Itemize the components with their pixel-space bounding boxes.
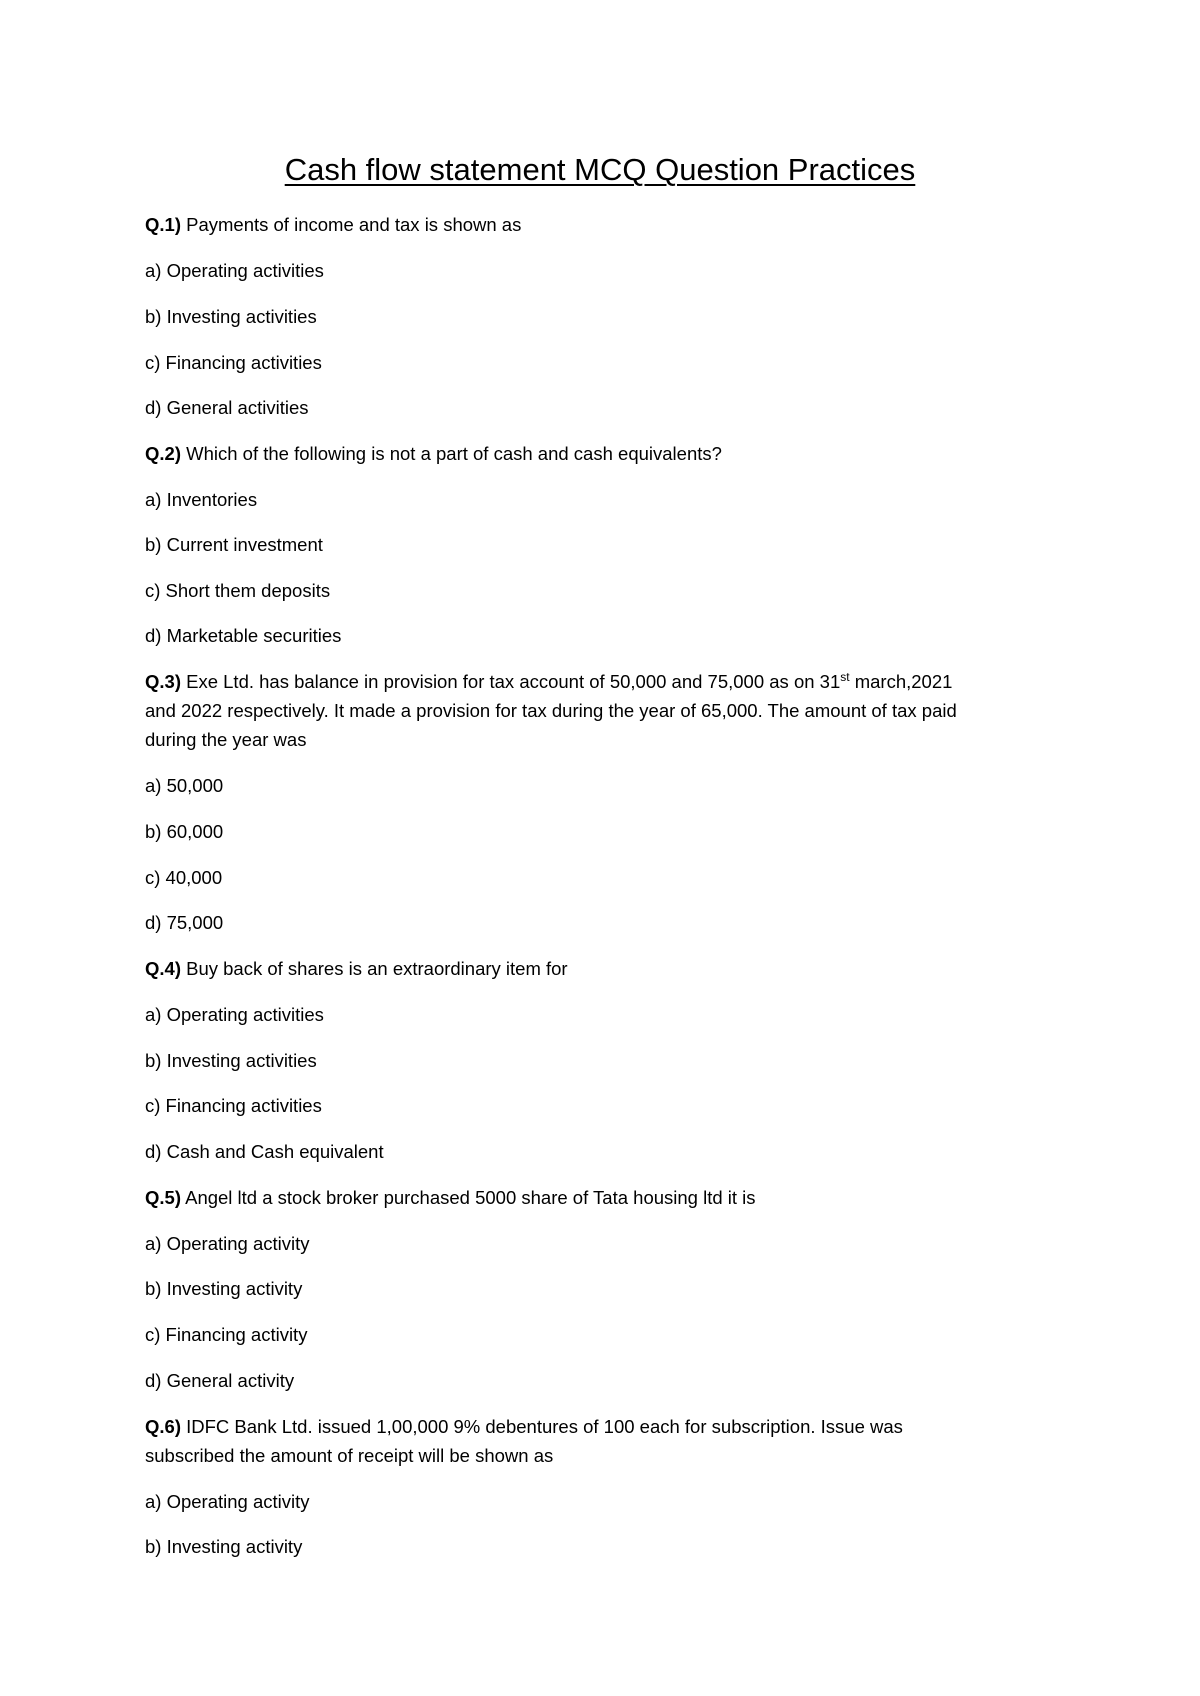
question-text-end: march,2021 (849, 671, 953, 692)
question-6 (145, 1413, 903, 1441)
q1-option-b: b) Investing activities (145, 306, 317, 327)
q5-option-a: a) Operating activity (145, 1233, 310, 1254)
q4-option-d: d) Cash and Cash equivalent (145, 1141, 384, 1162)
question-text: Payments of income and tax is shown as (180, 214, 522, 235)
question-label: Q.5) (145, 1187, 181, 1208)
question-text: Angel ltd a stock broker purchased 5000 share of Tata housing ltd it is (180, 1187, 756, 1208)
question-1 (145, 211, 521, 239)
q1-option-d: d) General activities (145, 397, 309, 418)
q5-option-b: b) Investing activity (145, 1278, 303, 1299)
question-label: Q.6) (145, 1416, 181, 1437)
q2-option-c: c) Short them deposits (145, 580, 331, 601)
question-label: Q.4) (145, 958, 181, 979)
question-6-line-2: subscribed the amount of receipt will be shown as (145, 1445, 554, 1466)
q1-option-a: a) Operating activities (145, 260, 324, 281)
q6-option-b: b) Investing activity (145, 1536, 303, 1557)
question-text: Buy back of shares is an extraordinary item for (180, 958, 568, 979)
question-text: Exe Ltd. has balance in provision for tax account of 50,000 and 75,000 as on 31 (180, 671, 841, 692)
ordinal-suffix: st (840, 670, 850, 684)
q5-option-c: c) Financing activity (145, 1324, 308, 1345)
question-label: Q.2) (145, 443, 181, 464)
q4-option-b: b) Investing activities (145, 1050, 317, 1071)
question-3 (145, 668, 952, 696)
question-text: IDFC Bank Ltd. issued 1,00,000 9% debentures of 100 each for subscription. Issue was (180, 1416, 903, 1437)
question-text: Which of the following is not a part of cash and cash equivalents? (180, 443, 722, 464)
question-2 (145, 440, 722, 468)
q2-option-d: d) Marketable securities (145, 625, 342, 646)
question-4 (145, 955, 568, 983)
q5-option-d: d) General activity (145, 1370, 295, 1391)
q4-option-a: a) Operating activities (145, 1004, 324, 1025)
q2-option-a: a) Inventories (145, 489, 258, 510)
q6-option-a: a) Operating activity (145, 1491, 310, 1512)
page-title: Cash flow statement MCQ Question Practices (284, 152, 916, 187)
q2-option-b: b) Current investment (145, 534, 323, 555)
q3-option-a: a) 50,000 (145, 775, 224, 796)
question-5 (145, 1184, 756, 1212)
q3-option-c: c) 40,000 (145, 867, 223, 888)
question-label: Q.1) (145, 214, 181, 235)
question-label: Q.3) (145, 671, 181, 692)
question-3-line-3: during the year was (145, 729, 307, 750)
q4-option-c: c) Financing activities (145, 1095, 322, 1116)
q3-option-b: b) 60,000 (145, 821, 224, 842)
q3-option-d: d) 75,000 (145, 912, 224, 933)
q1-option-c: c) Financing activities (145, 352, 322, 373)
question-3-line-2: and 2022 respectively. It made a provision for tax during the year of 65,000. The amount of tax paid (145, 700, 957, 721)
